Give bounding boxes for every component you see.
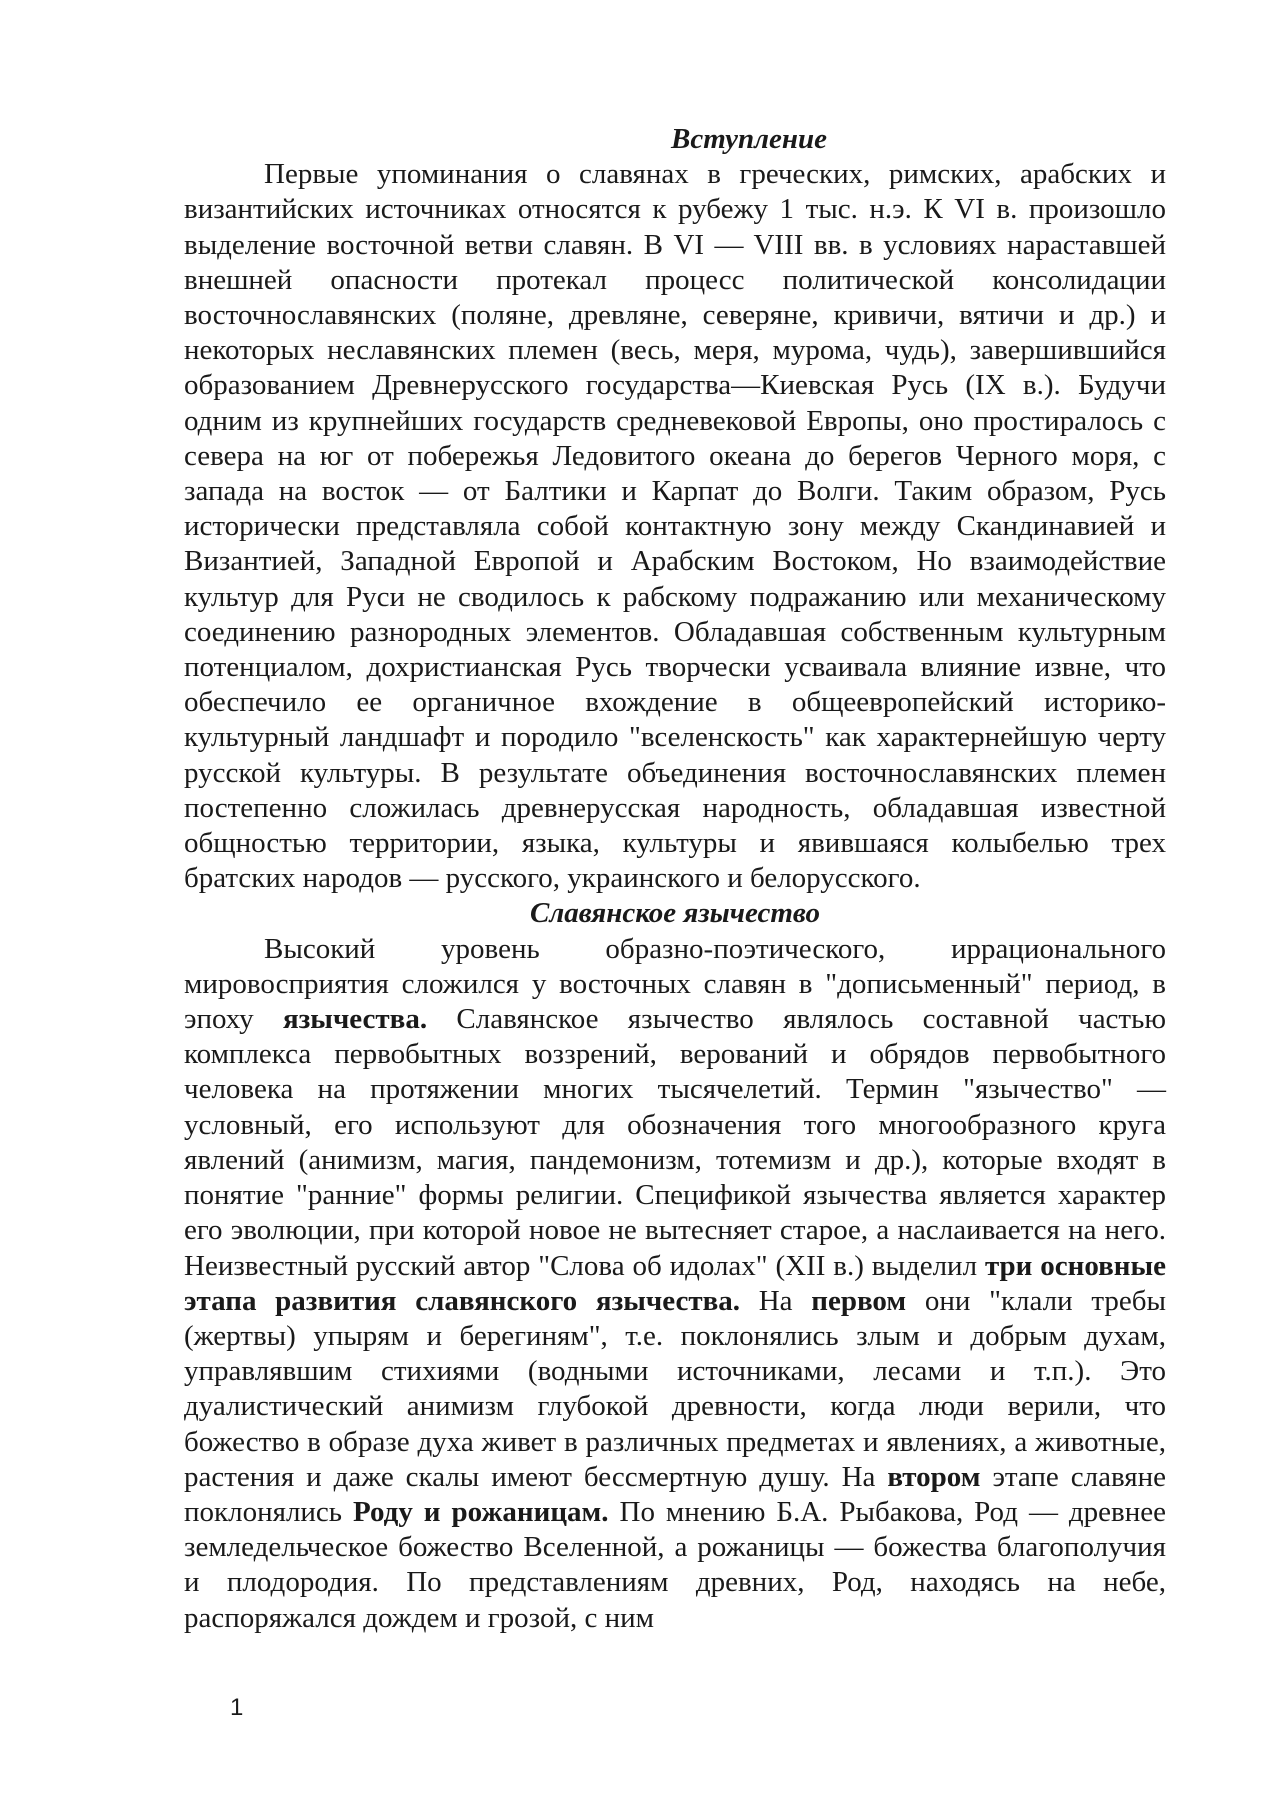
section-heading-slavic-paganism: Славянское язычество [529, 897, 820, 930]
bold-term-second: втором [887, 1460, 981, 1493]
paganism-paragraph [184, 932, 1166, 1636]
bold-term-paganism: язычества. [282, 1003, 428, 1036]
bold-term-rod: Роду и рожаницам. [353, 1495, 609, 1528]
bold-term-three-stages: три основные этапа развития славянского язычества. [184, 1249, 1166, 1317]
document-page [184, 122, 1166, 1636]
text-segment: По мнению Б.А. Рыбакова, Род — древнее земледельческое божество Вселенной, а рожаницы — божества благополучия и плодородия. По представлениям древних, Род, находясь на небе, распоряжался дождем и грозой, с ним [184, 1495, 1166, 1634]
bold-term-first: первом [811, 1284, 907, 1317]
page-number: 1 [230, 1694, 244, 1721]
section-heading-introduction: Вступление [671, 123, 827, 155]
text-segment: этапе славяне поклонялись [184, 1460, 1166, 1528]
text-segment: Славянское язычество являлось составной частью комплекса первобытных воззрений, верований и обрядов первобытного человека на протяжении многих тысячелетий. Термин "язычество" — условный, его используют для обозначения того многообразного круга явлений (анимизм, магия, пандемонизм, тотемизм и др.), которые входят в понятие "ранние" формы религии. Спецификой язычества является характер его эволюции, при которой новое не вытесняет старое, а наслаивается на него. Неизвестный русский автор "Слова об идолах" (XII в.) выделил [184, 1003, 1166, 1282]
introduction-paragraph: Первые упоминания о славянах в греческих, римских, арабских и византийских источниках относятся к рубежу 1 тыс. н.э. К VI в. произошло выделение восточной ветви славян. В VI — VIII вв. в условиях нараставшей внешней опасности протекал процесс политической консолидации восточнославянских (поляне, древляне, северяне, кривичи, вятичи и др.) и некоторых неславянских племен (весь, меря, мурома, чудь), завершившийся образованием Древнерусского государства—Киевская Русь (IX в.). Будучи одним из крупнейших государств средневековой Европы, оно простиралось с севера на юг от побережья Ледовитого океана до берегов Черного моря, с запада на восток — от Балтики и Карпат до Волги. Таким образом, Русь исторически представляла собой контактную зону между Скандинавией и Византией, Западной Европой и Арабским Востоком, Но взаимодействие культур для Руси не сводилось к рабскому подражанию или механическому соединению разнородных элементов. Обладавшая собственным культурным потенциалом, дохристианская Русь творчески усваивала влияние извне, что обеспечило ее органичное вхождение в общеевропейский историко-культурный ландшафт и породило "вселенскость" как характернейшую черту русской культуры. В результате объединения восточнославянских племен постепенно сложилась древнерусская народность, обладавшая известной общностью территории, языка, культуры и явившаяся колыбелью трех братских народов — русского, украинского и белорусского. [184, 158, 1166, 895]
text-segment: Высокий уровень образно-поэтического, иррационального мировосприятия сложился у восточных славян в "дописьменный" период, в эпоху [184, 932, 1166, 1036]
text-segment: они "клали требы (жертвы) упырям и берегиням", т.е. поклонялись злым и добрым духам, управлявшим стихиями (водными источниками, лесами и т.п.). Это дуалистический анимизм глубокой древности, когда люди верили, что божество в образе духа живет в различных предметах и явлениях, а животные, растения и даже скалы имеют бессмертную душу. На [184, 1284, 1166, 1493]
text-segment: На [739, 1284, 812, 1317]
